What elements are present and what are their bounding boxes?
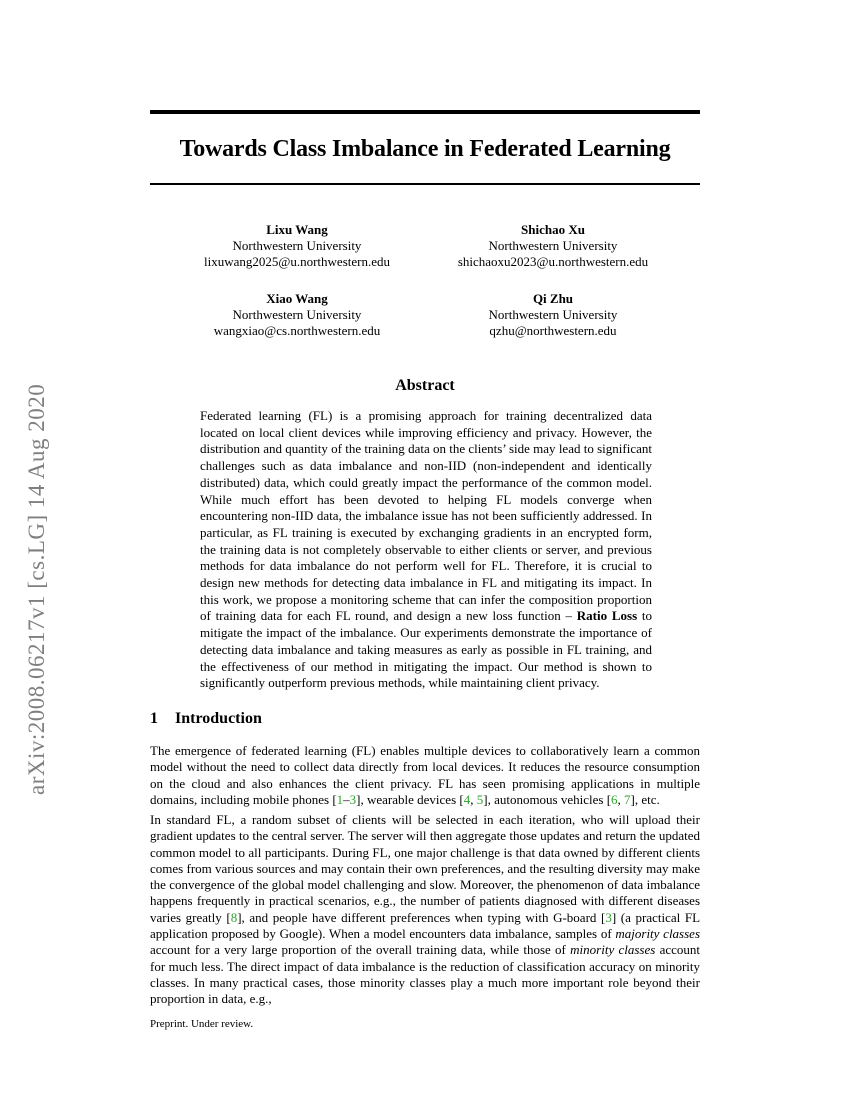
italic-term: minority classes	[570, 942, 656, 958]
text-span: The emergence of federated learning (FL) enables multiple devices to collaboratively learn a common model without the need to collect data directly from local devices. It reduces the resource consumption on the cloud and also enhances the client privacy. FL has seen promising applications in multiple domains, including mobile phones [	[150, 743, 700, 807]
author-affiliation: Northwestern University	[488, 238, 618, 253]
section-heading	[150, 710, 262, 728]
paragraph	[150, 812, 700, 1008]
citation-link[interactable]: 5	[476, 791, 484, 807]
section-number: 1	[150, 710, 158, 727]
text-span: account for much less. The direct impact of data imbalance is the reduction of classification accuracy on minority classes. In many practical cases, those minority classes play a much more important role beyond their proportion in data, e.g.,	[150, 942, 701, 1007]
abstract-heading: Abstract	[395, 377, 455, 394]
author-email: wangxiao@cs.northwestern.edu	[213, 323, 381, 338]
citation-link[interactable]: 7	[624, 791, 631, 807]
text-span: ,	[470, 791, 477, 807]
italic-term: majority classes	[615, 926, 700, 942]
citation-link[interactable]: 8	[230, 909, 238, 925]
author-block	[157, 222, 437, 270]
citation-link[interactable]: 3	[349, 791, 357, 807]
author-name: Lixu Wang	[266, 222, 328, 237]
author-email: qzhu@northwestern.edu	[489, 323, 617, 338]
author-email: lixuwang2025@u.northwestern.edu	[204, 254, 390, 269]
citation-link[interactable]: 4	[463, 791, 471, 807]
footer-note: Preprint. Under review.	[150, 1018, 254, 1030]
author-name: Shichao Xu	[521, 222, 585, 237]
paragraph	[150, 743, 700, 808]
arxiv-stamp: arXiv:2008.06217v1 [cs.LG] 14 Aug 2020	[24, 383, 49, 795]
author-block	[157, 291, 437, 339]
author-affiliation: Northwestern University	[488, 307, 618, 322]
text-span: ], autonomous vehicles [	[483, 791, 612, 807]
author-affiliation: Northwestern University	[232, 307, 362, 322]
text-span: account for a very large proportion of the overall training data, while those of	[150, 942, 571, 958]
abstract-text: to mitigate the impact of the imbalance. Our experiments demonstrate the importance of detecting data imbalance and taking measures as early as possible in FL training, and the effectiveness of our method in mitigating the impact. Our method is shown to significantly outperform previous methods, while maintaining client privacy.	[200, 608, 652, 691]
title-top-rule	[150, 110, 700, 114]
paper-title: Towards Class Imbalance in Federated Learning	[179, 136, 671, 162]
text-span: ], etc.	[630, 791, 660, 807]
author-block	[413, 291, 693, 339]
citation-link[interactable]: 1	[336, 791, 344, 807]
author-email: shichaoxu2023@u.northwestern.edu	[457, 254, 649, 269]
abstract-bold-term: Ratio Loss	[576, 608, 638, 624]
section-title: Introduction	[175, 710, 262, 727]
author-block	[413, 222, 693, 270]
citation-link[interactable]: 6	[611, 791, 618, 807]
abstract-text: Federated learning (FL) is a promising approach for training decentralized data located on local client devices while improving efficiency and privacy. However, the distribution and quantity of the training data on the clients’ side may lead to significant challenges such as data imbalance and non-IID (non-independent and identically distributed) data, which could greatly impact the performance of the common model. While much effort has been devoted to helping FL models converge when encountering non-IID data, the imbalance issue has not been sufficiently addressed. In particular, as FL training is executed by exchanging gradients in an encrypted form, the training data is not completely observable to either clients or server, and previous methods for data imbalance do not perform well for FL. Therefore, it is crucial to design new methods for detecting data imbalance in FL and mitigating its impact. In this work, we propose a monitoring scheme that can infer the composition proportion of training data for each FL round, and design a new loss function –	[200, 408, 652, 624]
abstract-body	[200, 408, 652, 692]
title-bottom-rule	[150, 183, 700, 185]
author-affiliation: Northwestern University	[232, 238, 362, 253]
author-name: Qi Zhu	[532, 291, 574, 306]
text-span: ] (a practical FL application proposed by Google). When a model encounters data imbalance, samples of	[150, 909, 701, 942]
text-span: ], wearable devices [	[356, 791, 464, 807]
author-name: Xiao Wang	[266, 291, 328, 306]
text-span: ], and people have different preferences when typing with G-board [	[237, 909, 606, 925]
text-span: ,	[617, 791, 625, 807]
citation-link[interactable]: 3	[605, 909, 612, 925]
text-span: –	[343, 791, 350, 807]
text-span: In standard FL, a random subset of clients will be selected in each iteration, who will upload their gradient updates to the central server. The server will then aggregate those updates and return the updated common model to all participants. During FL, one major challenge is that data owned by different clients comes from various sources and may contain their own preferences, and the resulting diversity may make the convergence of the global model challenging and slow. Moreover, the phenomenon of data imbalance happens frequently in practical scenarios, e.g., the number of patients diagnosed with different diseases varies greatly [	[150, 812, 700, 925]
